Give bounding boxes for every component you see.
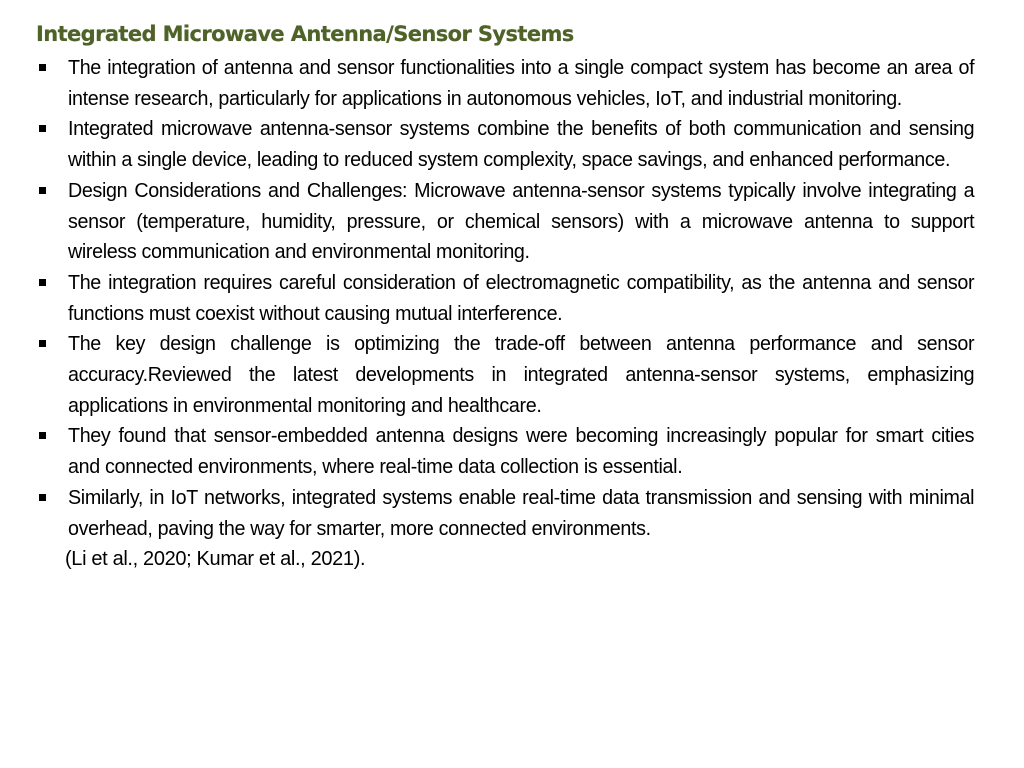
square-bullet-icon: [39, 279, 46, 286]
square-bullet-icon: [39, 125, 46, 132]
bullet-item: [36, 53, 988, 114]
bullet-item: [36, 421, 988, 482]
square-bullet-icon: [39, 432, 46, 439]
bullet-item: [36, 268, 988, 329]
slide-title: Integrated Microwave Antenna/Sensor Systems: [36, 22, 574, 46]
bullet-text: The integration requires careful consideration of electromagnetic compatibility, as the antenna and sensor functions must coexist without causing mutual interference.: [68, 271, 975, 325]
square-bullet-icon: [39, 340, 46, 347]
bullet-text: The key design challenge is optimizing the trade-off between antenna performance and sensor accuracy.Reviewed the latest developments in integrated antenna-sensor systems, emphasizing applications in environmental monitoring and healthcare.: [68, 333, 975, 417]
bullet-list: [36, 53, 988, 575]
bullet-item: [36, 483, 988, 544]
bullet-item: [36, 329, 988, 421]
bullet-text: They found that sensor-embedded antenna designs were becoming increasingly popular for smart cities and connected environments, where real-time data collection is essential.: [68, 425, 975, 479]
bullet-text: The integration of antenna and sensor functionalities into a single compact system has become an area of intense research, particularly for applications in autonomous vehicles, IoT, and industrial monitoring.: [68, 57, 975, 110]
bullet-text: Integrated microwave antenna-sensor systems combine the benefits of both communication and sensing within a single device, leading to reduced system complexity, space savings, and enhanced performance.: [68, 118, 975, 172]
square-bullet-icon: [39, 494, 46, 501]
bullet-text: Design Considerations and Challenges: Microwave antenna-sensor systems typically involve integrating a sensor (temperature, humidity, pressure, or chemical sensors) with a microwave antenna to support wireless communication and environmental monitoring.: [68, 179, 975, 264]
bullet-item: [36, 176, 988, 268]
square-bullet-icon: [39, 187, 46, 194]
square-bullet-icon: [39, 64, 46, 71]
bullet-item: [36, 114, 988, 175]
bullet-text: Similarly, in IoT networks, integrated systems enable real-time data transmission and sensing with minimal overhead, paving the way for smarter, more connected environments.: [68, 486, 975, 540]
citation: (Li et al., 2020; Kumar et al., 2021).: [65, 548, 366, 571]
